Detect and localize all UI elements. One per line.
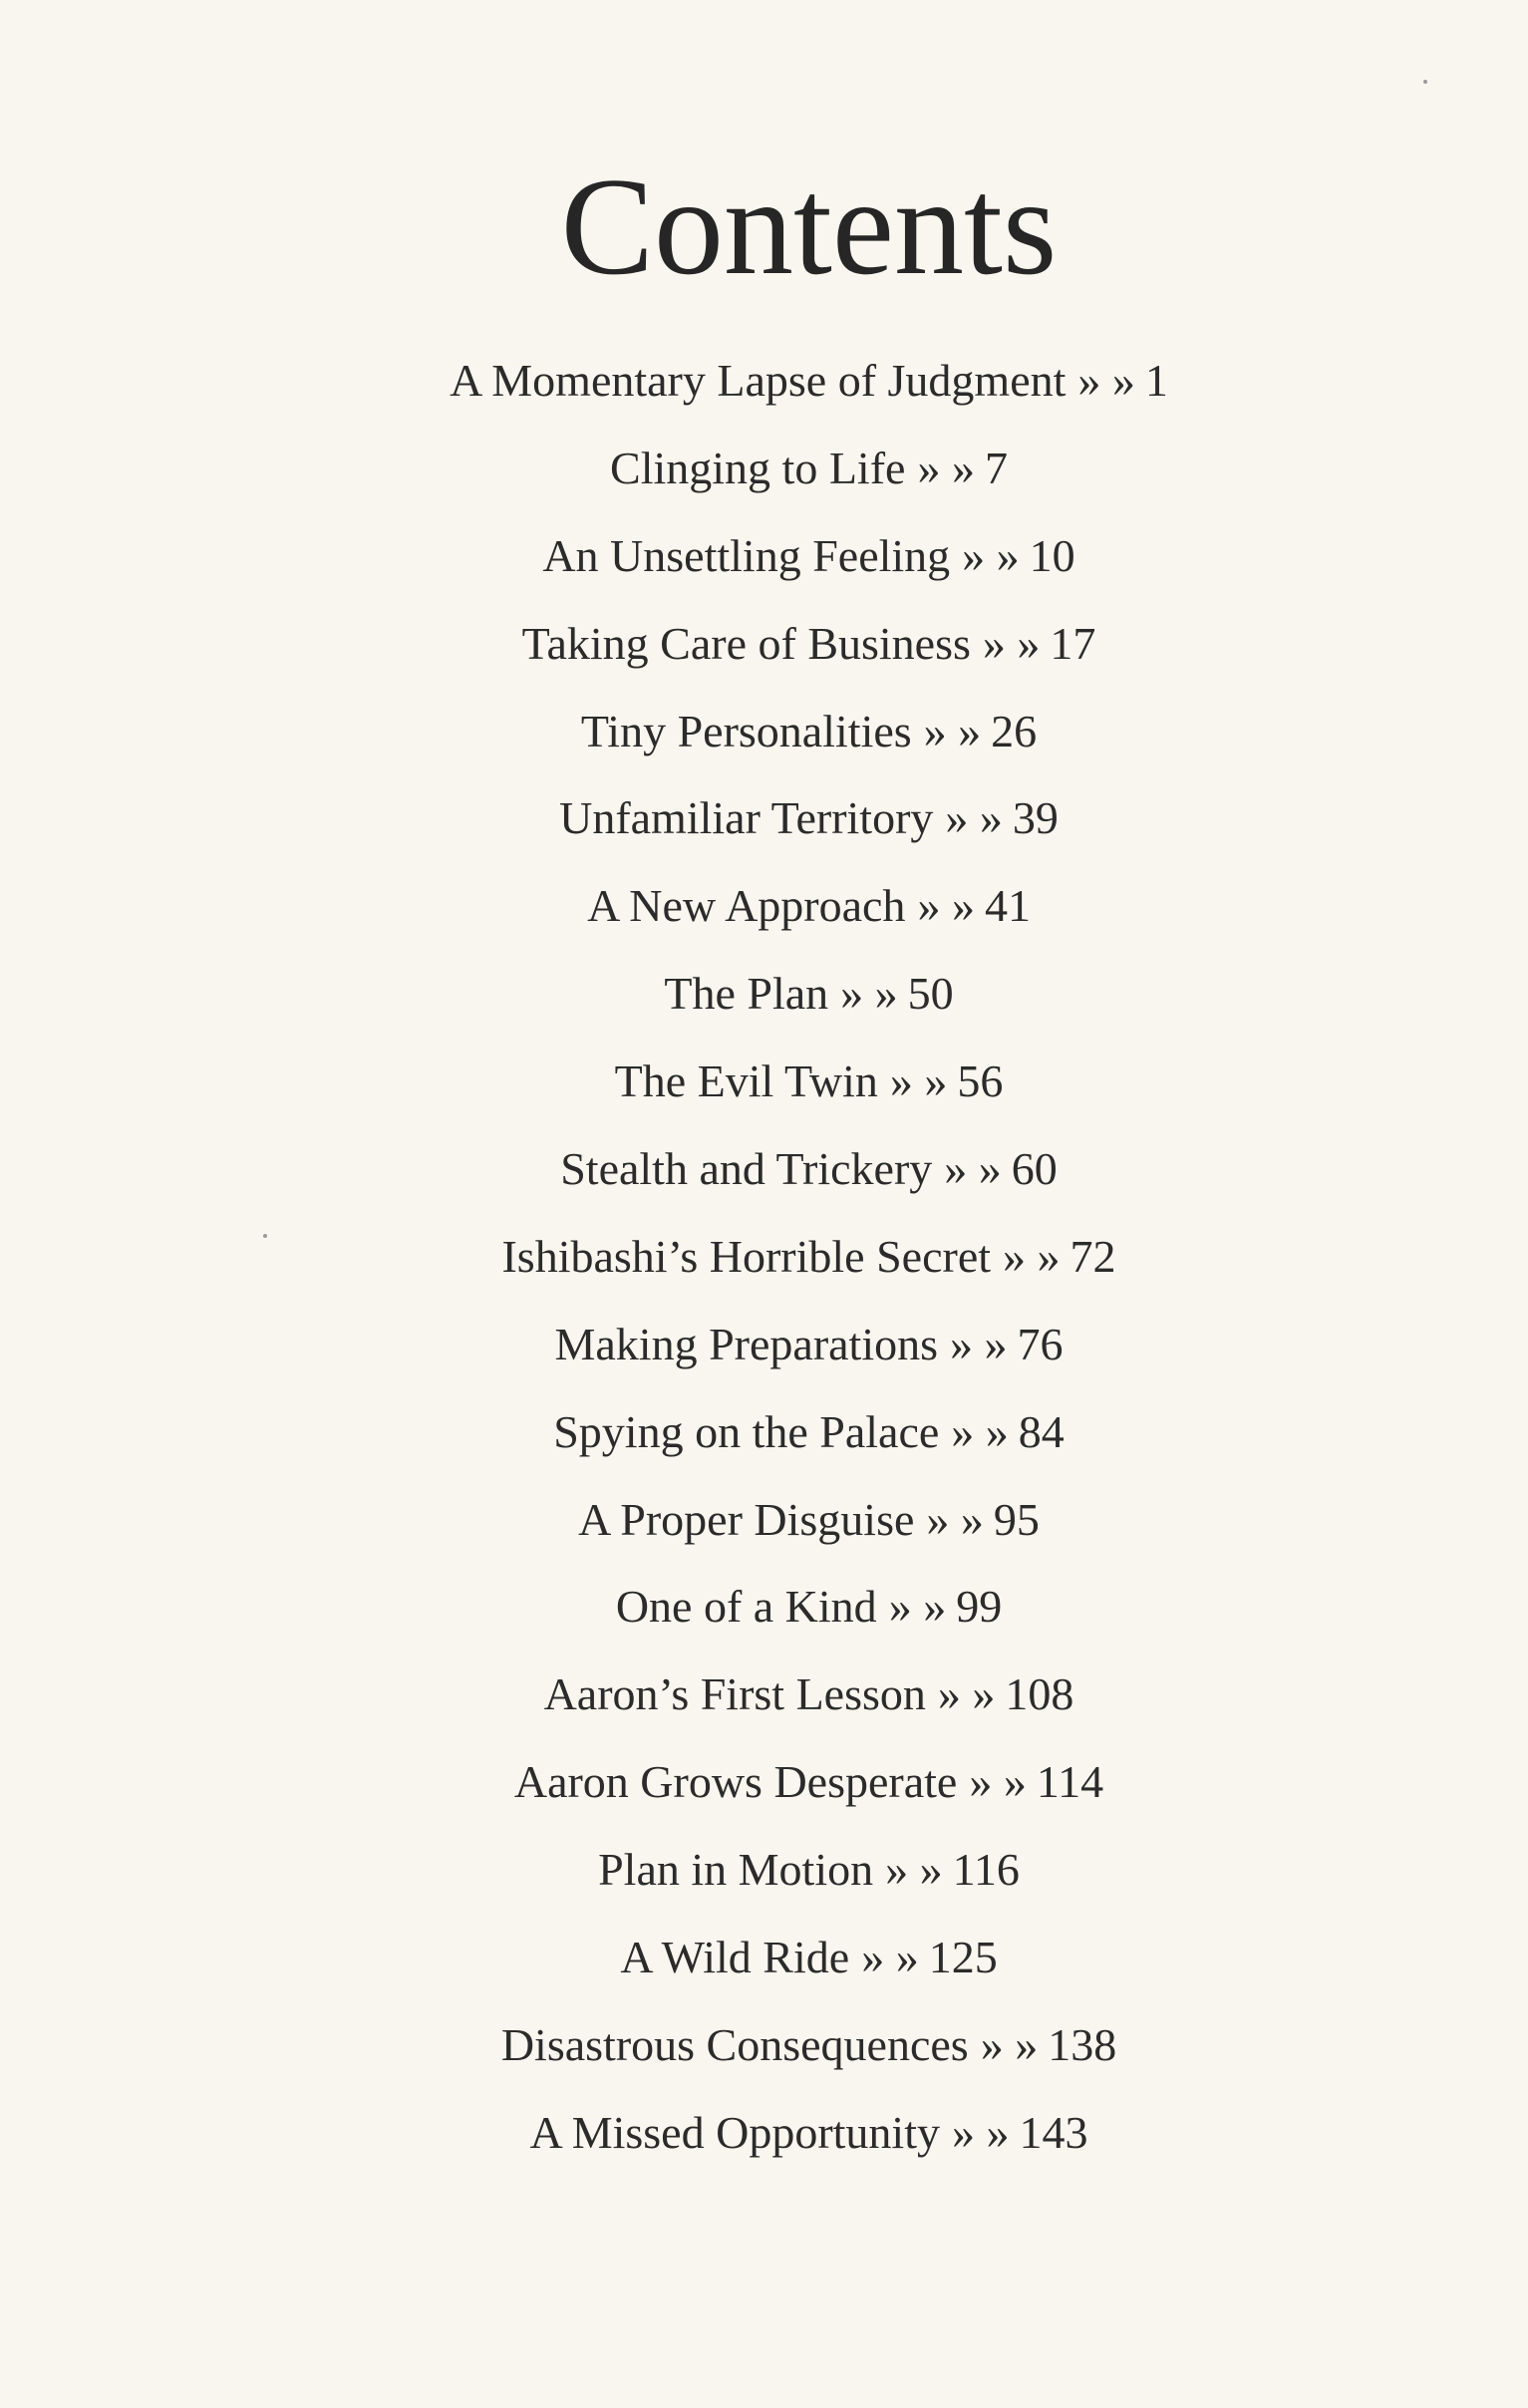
chapter-title: One of a Kind [615,1581,877,1633]
scan-speck [1423,80,1427,84]
page-number: 76 [1017,1318,1064,1369]
toc-entry [45,337,1528,425]
chapter-title: Stealth and Trickery [560,1143,933,1195]
chapter-title: The Plan [664,968,829,1020]
toc-entry [45,688,1528,775]
chapter-title: A Missed Opportunity [529,2106,940,2158]
toc-entry [45,950,1528,1038]
chapter-title: Ishibashi’s Horrible Secret [501,1230,992,1282]
chapter-title: A Momentary Lapse of Judgment [450,355,1067,406]
toc-separator: » » [951,2106,1010,2158]
chapter-title: Plan in Motion [598,1844,874,1896]
chapter-title: A Proper Disguise [578,1493,915,1545]
toc-entry [45,600,1528,688]
page-number: 39 [1012,792,1059,844]
page-number: 125 [928,1932,998,1983]
toc-entry [45,1651,1528,1738]
chapter-title: Unfamiliar Territory [559,792,934,844]
chapter-title: Tiny Personalities [580,705,912,756]
chapter-title: A New Approach [587,880,906,932]
toc-separator: » » [889,1055,948,1107]
page-number: 72 [1070,1230,1116,1282]
page-number: 114 [1036,1756,1104,1808]
page-number: 108 [1005,1668,1074,1720]
toc-separator: » » [945,792,1003,844]
toc-separator: » » [980,2018,1039,2070]
toc-entry [45,1125,1528,1213]
toc-separator: » » [1003,1230,1061,1282]
toc-entry [45,862,1528,950]
toc-separator: » » [962,529,1020,581]
toc-separator: » » [944,1143,1002,1195]
toc-entry [45,2089,1528,2177]
chapter-title: Making Preparations [554,1318,939,1369]
chapter-title: Disastrous Consequences [500,2018,969,2070]
toc-separator: » » [888,1581,947,1633]
toc-separator: » » [926,1493,984,1545]
chapter-title: Aaron Grows Desperate [513,1756,958,1808]
toc-entry [45,774,1528,862]
page-number: 26 [991,705,1038,756]
page-number: 10 [1029,529,1075,581]
toc-entry [45,1826,1528,1914]
toc-separator: » » [861,1932,919,1983]
toc-entry [45,425,1528,512]
chapter-title: Taking Care of Business [521,617,971,669]
page-number: 56 [957,1055,1004,1107]
page-number: 1 [1144,355,1168,406]
page-number: 143 [1019,2106,1088,2158]
toc-separator: » » [885,1844,943,1896]
toc-separator: » » [982,617,1041,669]
chapter-title: Clinging to Life [610,442,906,493]
toc-entry [45,512,1528,600]
toc-separator: » » [840,968,898,1020]
toc-entry [45,1914,1528,2001]
table-of-contents [45,337,1528,2177]
toc-separator: » » [937,1668,996,1720]
chapter-title: The Evil Twin [614,1055,878,1107]
page-number: 17 [1050,617,1096,669]
toc-entry [45,1738,1528,1826]
toc-entry [45,1388,1528,1476]
page-number: 41 [984,880,1031,932]
toc-separator: » » [917,880,975,932]
toc-entry [45,1038,1528,1125]
toc-separator: » » [917,442,975,493]
toc-separator: » » [1077,355,1135,406]
toc-separator: » » [969,1756,1027,1808]
toc-entry [45,1301,1528,1388]
toc-entry [45,1476,1528,1564]
toc-entry [45,1563,1528,1651]
toc-entry [45,1213,1528,1301]
page-number: 60 [1011,1143,1058,1195]
page-number: 7 [984,442,1008,493]
chapter-title: A Wild Ride [620,1932,850,1983]
chapter-title: Aaron’s First Lesson [543,1668,926,1720]
toc-entry [45,2001,1528,2089]
page-number: 99 [956,1581,1003,1633]
page-title: Contents [560,150,1058,304]
page-number: 95 [993,1493,1040,1545]
chapter-title: Spying on the Palace [553,1405,940,1457]
toc-separator: » » [950,1318,1008,1369]
page-number: 138 [1048,2018,1117,2070]
chapter-title: An Unsettling Feeling [542,529,951,581]
toc-separator: » » [923,705,982,756]
page-number: 50 [907,968,954,1020]
page-number: 116 [952,1844,1020,1896]
page-number: 84 [1018,1405,1065,1457]
toc-separator: » » [951,1405,1009,1457]
